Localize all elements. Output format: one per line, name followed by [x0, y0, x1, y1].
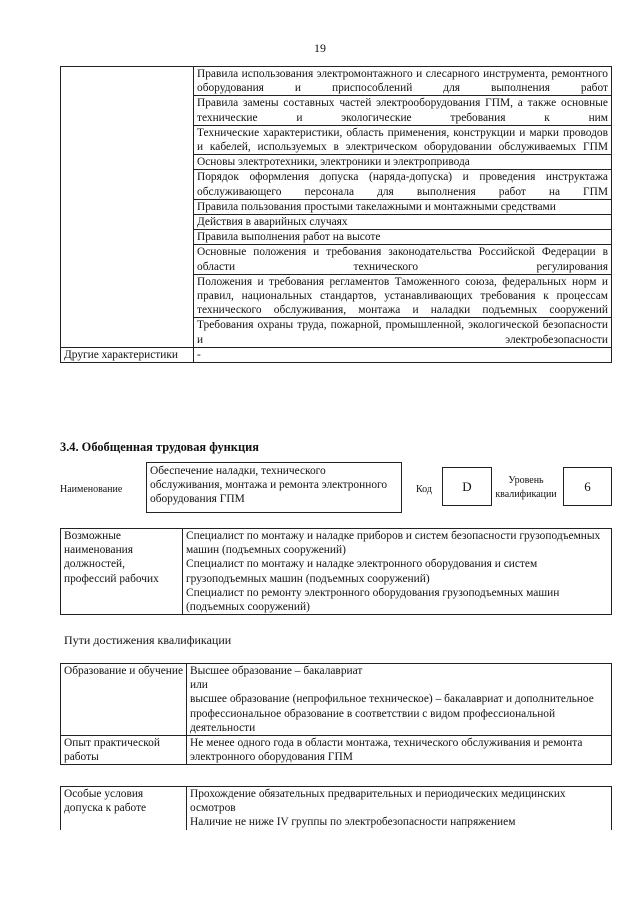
experience-label: Опыт практической работы	[61, 736, 187, 765]
education-line: Высшее образование – бакалавриат	[190, 665, 363, 677]
table-row	[61, 529, 612, 615]
condition-line: Прохождение обязательных предварительных и периодических медицинских осмотров	[190, 788, 566, 815]
position-item: Специалист по ремонту электронного оборудования грузоподъемных машин (подъемных сооружений)	[186, 586, 560, 614]
table-row	[61, 736, 612, 765]
knowledge-item: Основы электротехники, электроники и электропривода	[194, 155, 612, 170]
function-name-value: Обеспечение наладки, технического обслуживания, монтажа и ремонта электронного оборудования ГПМ	[146, 462, 402, 513]
qualification-paths-title: Пути достижения квалификации	[64, 633, 232, 647]
code-label: Код	[416, 484, 432, 495]
knowledge-item: Действия в аварийных случаях	[194, 215, 612, 230]
knowledge-item: Положения и требования регламентов Таможенного союза, федеральных норм и правил, национальных стандартов, устанавливающих требования к процессам технического обслуживания, монтажа и наладки подъемных сооружений	[194, 274, 612, 318]
qualification-level-value: 6	[563, 467, 612, 506]
knowledge-item: Правила замены составных частей электрооборудования ГПМ, а также основные технические и экологические требования к ним	[194, 96, 612, 125]
knowledge-item: Требования охраны труда, пожарной, промышленной, экологической безопасности и электробезопасности	[194, 318, 612, 347]
education-line: или	[190, 679, 208, 692]
special-conditions-value	[187, 787, 612, 830]
knowledge-item: Правила выполнения работ на высоте	[194, 230, 612, 245]
table-row	[61, 664, 612, 736]
condition-line: Наличие не ниже IV группы по электробезопасности напряжением	[190, 816, 516, 829]
special-conditions-table	[60, 786, 612, 830]
education-value	[187, 664, 612, 736]
knowledge-item: Правила пользования простыми такелажными и монтажными средствами	[194, 199, 612, 214]
qualification-level-label: Уровень квалификации	[495, 475, 557, 500]
knowledge-item: Технические характеристики, область применения, конструкции и марки проводов и кабелей, используемых в электрическом оборудовании обслуживаемых ГПМ	[194, 125, 612, 154]
name-label: Наименование	[60, 484, 123, 495]
education-experience-table	[60, 663, 612, 765]
page-number: 19	[314, 41, 326, 55]
positions-list	[183, 529, 612, 615]
position-item: Специалист по монтажу и наладке приборов и систем безопасности грузоподъемных машин (подъемных сооружений)	[186, 530, 601, 557]
section-title: 3.4. Обобщенная трудовая функция	[60, 440, 259, 454]
special-conditions-label: Особые условия допуска к работе	[61, 787, 187, 830]
knowledge-item: Порядок оформления допуска (наряда-допуска) и проведения инструктажа обслуживающего персонала для выполнения работ на ГПМ	[194, 170, 612, 199]
table-row	[61, 347, 612, 362]
education-label: Образование и обучение	[61, 664, 187, 736]
table-row	[61, 67, 612, 96]
positions-table	[60, 528, 612, 615]
knowledge-item: Основные положения и требования законодательства Российской Федерации в области технического регулирования	[194, 245, 612, 274]
required-knowledge-table	[60, 66, 612, 363]
education-line: высшее образование (непрофильное техническое) – бакалавриат и дополнительное профессиональное образование в соответствии с видом профессиональной деятельности	[190, 693, 594, 734]
table-row	[61, 787, 612, 830]
code-value: D	[442, 467, 492, 506]
knowledge-item: Правила использования электромонтажного и слесарного инструмента, ремонтного оборудования и приспособлений для выполнения работ	[194, 67, 612, 96]
other-characteristics-value: -	[194, 347, 612, 362]
position-item: Специалист по монтажу и наладке электронного оборудования и систем грузоподъемных машин (подъемных сооружений)	[186, 558, 538, 585]
positions-label: Возможные наименования должностей, профессий рабочих	[61, 529, 183, 615]
experience-value: Не менее одного года в области монтажа, технического обслуживания и ремонта электронного оборудования ГПМ	[187, 736, 612, 765]
empty-label-cell	[61, 67, 194, 348]
other-characteristics-label: Другие характеристики	[61, 347, 194, 362]
